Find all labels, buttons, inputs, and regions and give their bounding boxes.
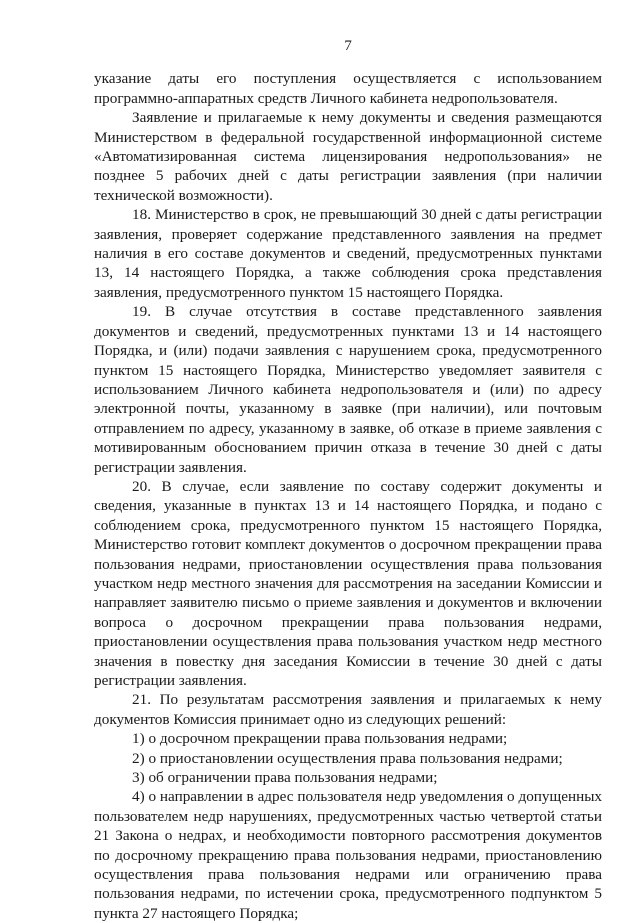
paragraph-item-20: 20. В случае, если заявление по составу содержит документы и сведения, указанные в пунктах 13 и 14 настоящего Порядка, и подано с соблюдением срока, предусмотренного пунктом 15 настоящего Порядка, Министерство готовит комплект документов о досрочном прекращении права пользования недрами, приостановлении осуществления права пользования участком недр местного значения для рассмотрения на заседании Комиссии и направляет заявителю письмо о приеме заявления и документов и включении вопроса о досрочном прекращении права пользования недрами, приостановлении осуществления права пользования участком недр местного значения в повестку дня заседания Комиссии в течение 30 дней с даты регистрации заявления. (94, 477, 602, 689)
decision-item-3: 3) об ограничении права пользования недрами; (132, 769, 438, 787)
decision-item-1: 1) о досрочном прекращении права пользования недрами; (132, 730, 508, 748)
decision-item-2: 2) о приостановлении осуществления права пользования недрами; (132, 749, 563, 767)
paragraph-item-19: 19. В случае отсутствия в составе представленного заявления документов и сведений, предусмотренных пунктами 13 и 14 настоящего Порядка, и (или) подачи заявления с нарушением срока, предусмотренного пунктом 15 настоящего Порядка, Министерство уведомляет заявителя с использованием Личного кабинета недропользователя и (или) по адресу электронной почты, указанному в заявке (при наличии), или почтовым отправлением по адресу, указанному в заявке, об отказе в приеме заявления с мотивированным обоснованием причин отказа в течение 30 дней с даты регистрации заявления. (94, 303, 602, 476)
decision-item-4: 4) о направлении в адрес пользователя недр уведомления о допущенных пользователем недр нарушениях, предусмотренных частью четвертой статьи 21 Закона о недрах, и необходимости повторного рассмотрения документов по досрочному прекращению права пользования недрами, приостановлению осуществления права пользования недрами или ограничению права пользования недрами, по истечении срока, предусмотренного подпунктом 5 пункта 27 настоящего Порядка; (94, 788, 602, 922)
document-page (94, 36, 602, 923)
paragraph-placement: Заявление и прилагаемые к нему документы и сведения размещаются Министерством в федеральной государственной информационной системе «Автоматизированная система лицензирования недропользования» не позднее 5 рабочих дней с даты регистрации заявления (при наличии технической возможности). (94, 109, 602, 204)
page-number: 7 (344, 37, 352, 54)
paragraph-item-18: 18. Министерство в срок, не превышающий 30 дней с даты регистрации заявления, проверяет содержание представленного заявления на предмет наличия в его составе документов и сведений, предусмотренных пунктами 13, 14 настоящего Порядка, а также соблюдения срока представления заявления, предусмотренного пунктом 15 настоящего Порядка. (94, 206, 602, 301)
paragraph-item-21: 21. По результатам рассмотрения заявления и прилагаемых к нему документов Комиссия принимает одно из следующих решений: (94, 691, 602, 728)
paragraph-continuation: указание даты его поступления осуществляется с использованием программно-аппаратных средств Личного кабинета недропользователя. (94, 70, 602, 107)
